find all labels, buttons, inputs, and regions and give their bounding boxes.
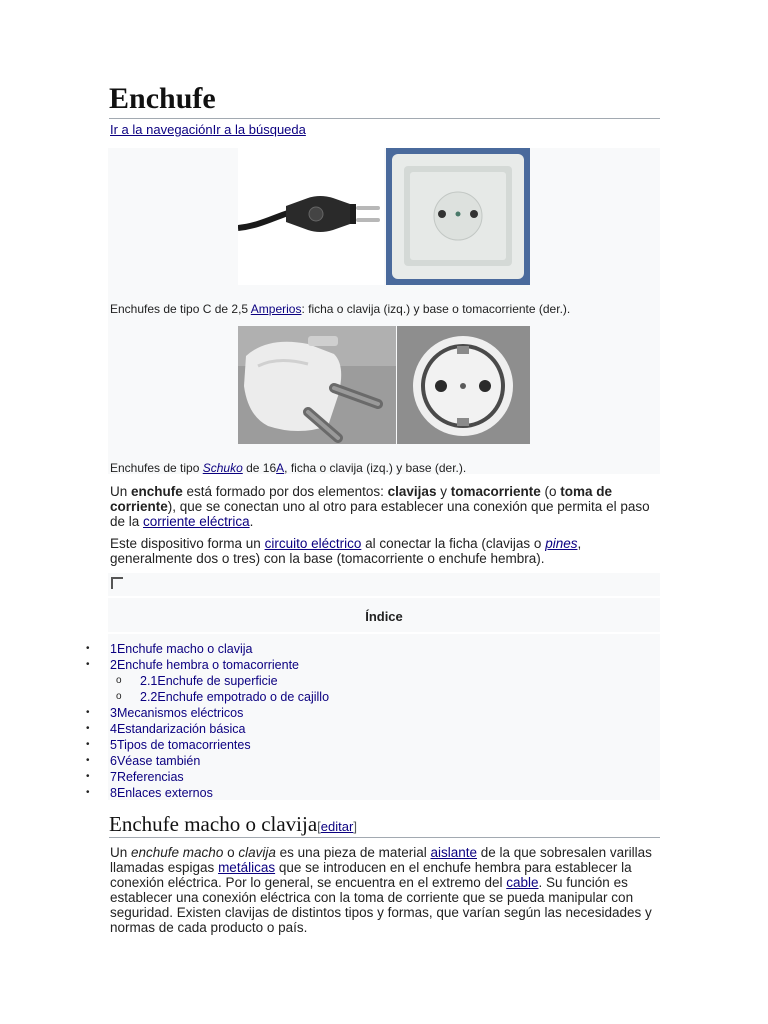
page-title: Enchufe	[109, 82, 216, 115]
amperio-link[interactable]: A	[276, 461, 285, 475]
aislante-link[interactable]: aislante	[430, 845, 477, 860]
text: es una pieza de material	[275, 845, 431, 860]
toc-item-number: 7	[110, 770, 117, 784]
toc-bullet: •	[86, 723, 90, 734]
text: . Su función es establecer una conexión eléctrica con la toma de corriente que se pueda manipular con seguridad. Existen clavijas de distintos tipos y formas, que varían según las necesidades y normas de cada producto o país.	[110, 875, 652, 935]
text: al conectar la ficha (clavijas o	[361, 536, 546, 551]
pines-link[interactable]: pines	[545, 536, 578, 551]
term-enchufe: enchufe	[131, 484, 183, 499]
toc-item-label: Enchufe empotrado o de cajillo	[157, 690, 330, 704]
amperios-link[interactable]: Amperios	[250, 302, 302, 316]
toc-item-label: Referencias	[116, 770, 184, 784]
schuko-link[interactable]: Schuko	[202, 461, 243, 475]
toc-item-number: 2.2	[140, 690, 158, 704]
toc-bullet: •	[86, 739, 90, 750]
text: , generalmente dos o tres) con la base (tomacorriente o enchufe hembra).	[110, 536, 582, 566]
toc-bullet: •	[86, 707, 90, 718]
type-c-plug-image[interactable]	[238, 148, 384, 285]
term-toma-de-corriente: toma de corriente	[110, 484, 613, 514]
text: .	[249, 514, 254, 529]
section-title: Enchufe macho o clavija	[109, 812, 318, 836]
caption-text: de 16	[242, 461, 277, 475]
toc-bullet: •	[86, 771, 90, 782]
toc-bullet: •	[86, 787, 90, 798]
toc-item-label: Enlaces externos	[116, 786, 213, 800]
edit-section-wrapper	[317, 819, 357, 834]
toc-sub-bullet: o	[116, 691, 122, 702]
term-tomacorriente: tomacorriente	[450, 484, 541, 499]
circuito-electrico-link[interactable]: circuito eléctrico	[264, 536, 362, 551]
term-clavijas: clavijas	[387, 484, 437, 499]
edit-bracket: [	[317, 819, 321, 834]
jump-links	[110, 122, 306, 137]
intro-paragraph-1	[110, 484, 662, 529]
text: que se introducen en el enchufe hembra para establecer la conexión eléctrica. Por lo general, se encuentra en el extremo del	[110, 860, 632, 890]
type-c-outlet-image[interactable]	[386, 148, 530, 285]
schuko-plug-image[interactable]	[238, 326, 396, 444]
toc-toggle-checkbox[interactable]	[111, 577, 123, 589]
cable-link[interactable]: cable	[506, 875, 539, 890]
edit-bracket: ]	[353, 819, 357, 834]
toc-item-label: Tipos de tomacorrientes	[116, 738, 251, 752]
toc-item-3[interactable]	[110, 705, 243, 721]
toc-item-number: 3	[110, 706, 117, 720]
toc-sub-bullet: o	[116, 675, 122, 686]
toc-item-number: 8	[110, 786, 117, 800]
text: y	[436, 484, 451, 499]
toc-divider	[108, 632, 660, 634]
toc-bullet: •	[86, 643, 90, 654]
term-clavija: clavija	[238, 845, 276, 860]
toc-item-number: 4	[110, 722, 117, 736]
text: está formado por dos elementos:	[182, 484, 388, 499]
intro-paragraph-2	[110, 536, 662, 566]
toc-item-8[interactable]	[110, 785, 213, 801]
toc-bullet: •	[86, 659, 90, 670]
toc-item-label: Estandarización básica	[116, 722, 246, 736]
text: o	[223, 845, 239, 860]
text: Este dispositivo forma un	[110, 536, 265, 551]
toc-item-1[interactable]	[110, 641, 252, 657]
toc-item-2-1[interactable]	[140, 673, 278, 689]
text: Un	[110, 484, 132, 499]
metalicas-link[interactable]: metálicas	[218, 860, 276, 875]
text: (o	[540, 484, 561, 499]
text: ), que se conectan uno al otro para establecer una conexión que permita el paso de la	[110, 499, 650, 529]
toc-item-2-2[interactable]	[140, 689, 329, 705]
schuko-outlet-image[interactable]	[397, 326, 530, 444]
toc-item-6[interactable]	[110, 753, 200, 769]
toc-bullet: •	[86, 755, 90, 766]
toc-divider	[108, 596, 660, 598]
toc-item-2[interactable]	[110, 657, 299, 673]
caption-text: : ficha o clavija (izq.) y base o tomacorriente (der.).	[301, 302, 571, 316]
caption-text: Enchufes de tipo	[110, 461, 203, 475]
figure1-caption	[110, 302, 570, 316]
toc-item-number: 1	[110, 642, 117, 656]
term-enchufe-macho: enchufe macho	[131, 845, 224, 860]
toc-item-label: Enchufe hembra o tomacorriente	[116, 658, 299, 672]
figure2-caption	[110, 461, 466, 475]
corriente-electrica-link[interactable]: corriente eléctrica	[143, 514, 250, 529]
section1-paragraph	[110, 845, 662, 935]
section-divider	[109, 837, 660, 838]
toc-item-7[interactable]	[110, 769, 184, 785]
jump-to-navigation-link[interactable]: Ir a la navegación	[110, 122, 213, 137]
caption-text: , ficha o clavija (izq.) y base (der.).	[284, 461, 467, 475]
toc-title: Índice	[365, 609, 403, 624]
toc-item-label: Enchufe macho o clavija	[116, 642, 253, 656]
title-divider	[109, 118, 660, 119]
text: de la que sobresalen varillas llamadas espigas	[110, 845, 652, 875]
toc-item-5[interactable]	[110, 737, 251, 753]
caption-text: Enchufes de tipo C de 2,5	[110, 302, 251, 316]
toc-item-number: 2.1	[140, 674, 158, 688]
toc-item-number: 2	[110, 658, 117, 672]
edit-section-link[interactable]: editar	[320, 819, 354, 834]
toc-item-label: Mecanismos eléctricos	[116, 706, 244, 720]
toc-item-number: 6	[110, 754, 117, 768]
section-heading	[109, 812, 357, 837]
toc-item-4[interactable]	[110, 721, 246, 737]
toc-item-label: Véase también	[116, 754, 201, 768]
toc-item-label: Enchufe de superficie	[157, 674, 278, 688]
text: Un	[110, 845, 132, 860]
toc-item-number: 5	[110, 738, 117, 752]
jump-to-search-link[interactable]: Ir a la búsqueda	[212, 122, 306, 137]
